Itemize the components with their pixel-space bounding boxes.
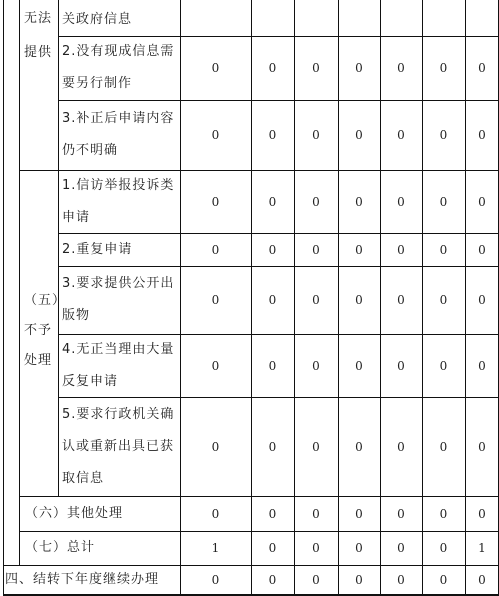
value-cell: 0 — [355, 61, 363, 75]
value-cell: 0 — [312, 293, 320, 307]
value-cell: 0 — [478, 242, 486, 257]
value-cell: 0 — [478, 506, 486, 521]
group-label-cannot-provide: 无法 — [24, 11, 53, 26]
value-cell: 0 — [268, 293, 277, 307]
value-cell: 0 — [312, 506, 320, 521]
value-cell: 0 — [397, 61, 405, 75]
value-cell: 0 — [268, 506, 277, 521]
value-cell: 0 — [397, 573, 405, 587]
value-cell: 0 — [211, 573, 220, 587]
value-cell: 0 — [268, 541, 277, 555]
row-label: 4.无正当理由大量 — [62, 341, 175, 357]
value-cell: 0 — [211, 61, 220, 75]
row-rule — [19, 496, 499, 497]
group-label-not-processed: 处理 — [24, 353, 53, 368]
value-cell: 0 — [478, 358, 486, 373]
value-cell: 0 — [355, 194, 363, 209]
value-cell: 0 — [268, 573, 277, 587]
value-cell: 0 — [312, 61, 320, 75]
value-cell: 0 — [478, 194, 486, 209]
value-cell: 0 — [211, 293, 220, 307]
value-cell: 0 — [478, 61, 486, 75]
row-rule — [58, 100, 499, 101]
row-rule — [19, 170, 499, 171]
value-cell: 0 — [439, 358, 448, 373]
value-cell: 0 — [397, 194, 405, 209]
value-cell: 0 — [439, 506, 448, 521]
value-cell: 0 — [312, 128, 320, 142]
value-cell: 0 — [355, 541, 363, 555]
row-label: 版物 — [62, 308, 91, 323]
value-cell: 0 — [355, 242, 363, 257]
value-cell: 0 — [478, 128, 486, 142]
value-cell: 0 — [268, 128, 277, 142]
row-label: （六）其他处理 — [25, 505, 124, 521]
value-cell: 1 — [211, 541, 220, 555]
row-label: 3.补正后申请内容 — [62, 111, 175, 126]
value-cell: 0 — [312, 573, 320, 587]
row-rule — [58, 334, 499, 335]
row-label: 1.信访举报投诉类 — [62, 177, 175, 193]
row-rule — [58, 266, 499, 267]
row-label: 2.没有现成信息需 — [62, 44, 175, 59]
value-cell: 0 — [211, 194, 220, 209]
group-label-not-processed: 不予 — [24, 323, 53, 338]
value-cell: 0 — [478, 573, 486, 587]
value-cell: 0 — [439, 439, 448, 454]
value-cell: 0 — [268, 358, 277, 373]
row-label: 四、结转下年度继续办理 — [5, 572, 160, 587]
sublabel-column-rule — [58, 0, 59, 496]
value-cell: 0 — [355, 293, 363, 307]
row-label: 取信息 — [62, 470, 105, 486]
value-cell: 0 — [268, 194, 277, 209]
row-label: 关政府信息 — [62, 12, 133, 27]
value-cell: 0 — [397, 541, 405, 555]
group-label-cannot-provide: 提供 — [24, 45, 53, 60]
row-label: 申请 — [62, 209, 91, 225]
value-cell: 0 — [312, 242, 320, 257]
value-cell: 0 — [211, 506, 220, 521]
value-cell: 0 — [268, 61, 277, 75]
value-cell: 0 — [268, 439, 277, 454]
row-label: （七）总计 — [25, 540, 96, 555]
value-cell: 0 — [439, 61, 448, 75]
table-border-left — [3, 0, 4, 595]
value-cell: 0 — [211, 439, 220, 454]
value-cell: 0 — [268, 242, 277, 257]
value-cell: 0 — [397, 293, 405, 307]
value-cell: 0 — [211, 242, 220, 257]
value-cell: 0 — [397, 506, 405, 521]
value-cell: 0 — [312, 194, 320, 209]
value-cell: 0 — [355, 358, 363, 373]
group-label-not-processed: （五） — [24, 293, 67, 308]
value-cell: 0 — [397, 128, 405, 142]
category-column-rule — [19, 0, 20, 565]
value-cell: 0 — [355, 439, 363, 454]
value-cell: 0 — [439, 128, 448, 142]
value-cell: 0 — [439, 541, 448, 555]
value-cell: 0 — [478, 293, 486, 307]
value-cell: 0 — [312, 439, 320, 454]
row-rule — [58, 36, 499, 37]
value-cell: 0 — [312, 358, 320, 373]
value-cell: 0 — [312, 541, 320, 555]
value-cell: 0 — [439, 194, 448, 209]
row-rule — [19, 531, 499, 532]
row-label: 5.要求行政机关确 — [62, 406, 175, 422]
row-label: 仍不明确 — [62, 143, 119, 158]
value-cell: 0 — [397, 242, 405, 257]
row-rule — [58, 233, 499, 234]
value-cell: 0 — [355, 128, 363, 142]
row-label: 3.要求提供公开出 — [62, 276, 175, 291]
value-cell: 0 — [439, 293, 448, 307]
value-cell: 0 — [439, 242, 448, 257]
value-cell: 0 — [439, 573, 448, 587]
row-rule — [58, 397, 499, 398]
value-cell: 1 — [478, 541, 486, 555]
row-label: 要另行制作 — [62, 76, 133, 91]
value-cell: 0 — [211, 358, 220, 373]
value-cell: 0 — [355, 506, 363, 521]
value-cell: 0 — [211, 128, 220, 142]
row-label: 认或重新出具已获 — [62, 438, 175, 454]
value-cell: 0 — [355, 573, 363, 587]
value-cell: 0 — [397, 439, 405, 454]
value-cell: 0 — [397, 358, 405, 373]
row-label: 反复申请 — [62, 373, 119, 389]
value-cell: 0 — [478, 439, 486, 454]
row-label: 2.重复申请 — [62, 241, 133, 257]
